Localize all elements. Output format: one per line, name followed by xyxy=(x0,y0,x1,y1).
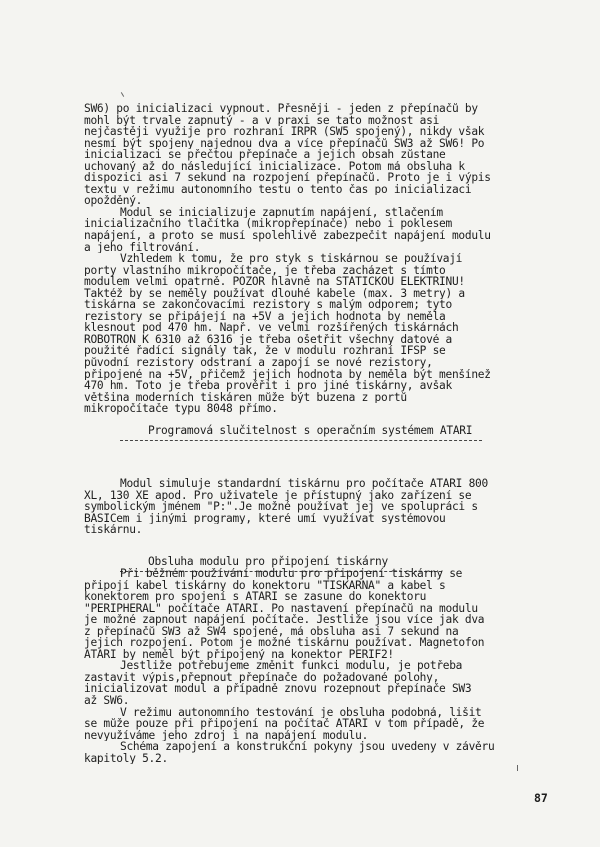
intro-text-block xyxy=(84,103,554,415)
text-line: připojí kabel tiskárny do konektoru "TISKÁRNA" a kabel s xyxy=(84,579,446,592)
operation-text-block xyxy=(84,568,554,764)
text-line: nesmí být spojeny najednou dva a více přepínačů SW3 až SW6! Po xyxy=(84,137,485,150)
text-line: inicializačního tlačítka (mikropřepínače) nebo i poklesem xyxy=(84,218,452,231)
text-line: napájení, a proto se musí spolehlivě zabezpečit napájení modulu xyxy=(84,230,491,242)
text-line: Jestliže potřebujeme změnit funkci modulu, je potřeba xyxy=(120,660,463,672)
text-line: mikropočítače typu 8048 přímo. xyxy=(84,403,278,415)
text-line: Modul simuluje standardní tiskárnu pro počítače ATARI 800 xyxy=(120,478,488,490)
text-line: použité řadící signály tak, že v modulu rozhraní IFSP se xyxy=(84,345,446,358)
text-line: až SW6. xyxy=(84,695,130,707)
text-line: většina moderních tiskáren může být buzena z portů xyxy=(84,391,407,404)
text-line: symbolickým jménem "P:".Je možné používat jej ve spolupráci s xyxy=(84,501,478,513)
text-line: a jeho filtrování. xyxy=(84,241,201,254)
text-line: tiskárna se zakončovacími rezistory s malým odporem; tyto xyxy=(84,299,452,311)
text-line: V režimu autonomního testování je obsluha podobná, lišit xyxy=(120,706,482,719)
text-line: dispozici asi 7 sekund na rozpojení přepínačů. Proto je i výpis xyxy=(84,172,491,184)
text-line: Vzhledem k tomu, že pro styk s tiskárnou se používají xyxy=(120,253,463,265)
text-line: Při běžném používání modulu pro připojení tiskárny se xyxy=(120,568,463,580)
text-line: uchovaný až do následující inicializace. Potom má obsluha k xyxy=(84,160,465,173)
text-line: SW6) po inicializaci vypnout. Přesněji - jeden z přepínačů by xyxy=(84,103,478,115)
text-line: inicializovat modul a případně znovu rozepnout přepínače SW3 xyxy=(84,683,472,696)
page-number: 87 xyxy=(534,791,548,805)
text-line: BASICem i jinými programy, které umí využívat systémovou xyxy=(84,512,446,525)
text-line: zastavit výpis,přepnout přepínače do požadované polohy, xyxy=(84,671,440,684)
text-line: mohl být trvale zapnutý - a v praxi se tato možnost asi xyxy=(84,114,440,127)
text-line: opožděný. xyxy=(84,195,143,207)
compatibility-text-block xyxy=(84,478,554,536)
text-line: klesnout pod 470 hm. Např. ve velmi rozšířených tiskárnách xyxy=(84,322,459,334)
scan-speck xyxy=(517,765,518,771)
text-line: z přepínačů SW3 až SW4 spojené, má obsluha asi 7 sekund na xyxy=(84,625,459,638)
text-line: inicializaci se přečtou přepínače a jejich obsah zůstane xyxy=(84,149,446,161)
text-line: textu v režimu autonomního testu o tento čas po inicializaci xyxy=(84,183,472,196)
text-line: rezistory se připájejí na +5V a jejich hodnota by neměla xyxy=(84,310,446,323)
text-line: porty vlastního mikropočítače, je třeba zacházet s tímto xyxy=(84,264,446,277)
text-line: je možné zapnout napájení počítače. Jestliže jsou více jak dva xyxy=(84,614,485,626)
text-line: nejčastěji využije pro rozhraní IRPR (SW5 spojený), nikdy však xyxy=(84,126,485,138)
text-line: Modul se inicializuje zapnutím napájení, stlačením xyxy=(120,206,443,219)
text-line: nevyužíváme jeho zdroj i na napájení modulu. xyxy=(84,729,369,742)
text-line: Taktéž by se neměly používat dlouhé kabele (max. 3 metry) a xyxy=(84,287,465,300)
text-line: XL, 130 XE apod. Pro uživatele je přístupný jako zařízení se xyxy=(84,489,472,502)
text-line: "PERIPHERAL" počítače ATARI. Po nastavení přepínačů na modulu xyxy=(84,602,478,615)
text-line: připojené na +5V, přičemž jejich hodnota by neměla být menšínež xyxy=(84,368,491,381)
text-line: jejich rozpojení. Potom je možné tiskárnu používat. Magnetofon xyxy=(84,637,485,649)
text-line: Schéma zapojení a konstrukční pokyny jsou uvedeny v závěru xyxy=(120,741,495,753)
text-line: modulem velmi opatrně. POZOR hlavně na STATICKOU ELEKTRINU! xyxy=(84,276,465,288)
heading-underline xyxy=(120,440,482,441)
text-line: původní rezistory odstraní a zapojí se nové rezistory, xyxy=(84,357,433,369)
scan-speck xyxy=(121,92,124,97)
section-heading-compatibility: Programová slučitelnost s operačním systémem ATARI xyxy=(148,424,473,437)
text-line: se může pouze při připojení na počítač ATARI v tom případě, že xyxy=(84,718,485,730)
section-heading-operation: Obsluha modulu pro připojení tiskárny xyxy=(148,555,388,568)
text-line: konektorem pro spojení s ATARI se zasune do konektoru xyxy=(84,591,427,603)
text-line: ATARI by neměl být připojený na konektor PERIF2! xyxy=(84,648,394,661)
text-line: ROBOTRON K 6310 až 6316 je třeba ošetřit všechny datové a xyxy=(84,333,452,346)
text-line: tiskárnu. xyxy=(84,524,143,536)
text-line: 470 hm. Toto je třeba prověřit i pro jiné tiskárny, avšak xyxy=(84,380,452,392)
text-line: kapitoly 5.2. xyxy=(84,752,168,765)
